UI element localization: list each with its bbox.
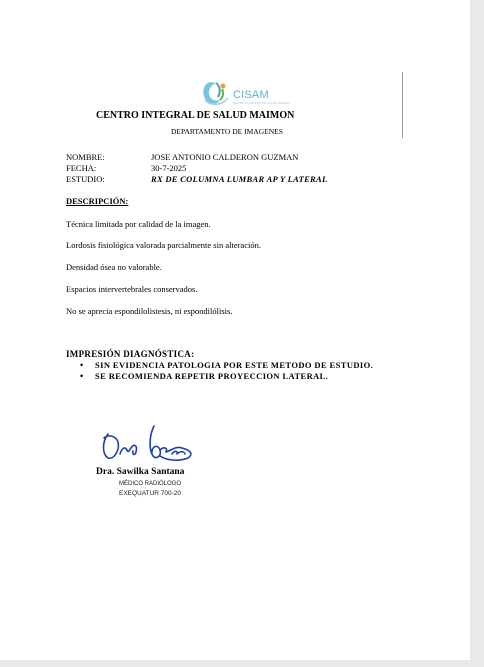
study-name: RX DE COLUMNA LUMBAR AP Y LATERAL bbox=[151, 174, 328, 184]
name-label: NOMBRE: bbox=[66, 152, 105, 162]
impression-heading: IMPRESIÓN DIAGNÓSTICA: bbox=[66, 349, 195, 359]
logo-wordmark: CISAM bbox=[233, 89, 269, 101]
date-label: FECHA: bbox=[66, 163, 97, 173]
description-line: No se aprecia espondilolistesis, ni espondilólisis. bbox=[66, 306, 233, 316]
impression-item: • SIN EVIDENCIA PATOLOGIA POR ESTE METODO DE ESTUDIO. bbox=[80, 360, 373, 371]
impression-list bbox=[80, 360, 373, 382]
study-date: 30-7-2025 bbox=[151, 163, 187, 173]
description-line: Técnica limitada por calidad de la imagen. bbox=[66, 219, 211, 229]
viewer-background bbox=[0, 660, 484, 667]
doctor-name: Dra. Sawilka Santana bbox=[96, 467, 185, 477]
handwritten-signature-icon bbox=[98, 420, 202, 466]
doctor-role: MÉDICO RADIÓLOGO bbox=[119, 481, 182, 487]
department-name: DEPARTAMENTO DE IMAGENES bbox=[171, 127, 283, 136]
vertical-scrollbar[interactable] bbox=[470, 0, 484, 667]
patient-name: JOSE ANTONIO CALDERON GUZMAN bbox=[151, 152, 299, 162]
description-line: Densidad ósea no valorable. bbox=[66, 262, 162, 272]
description-line: Espacios intervertebrales conservados. bbox=[66, 284, 198, 294]
center-name: CENTRO INTEGRAL DE SALUD MAIMON bbox=[96, 110, 295, 121]
doctor-exequatur: EXEQUATUR 700-20 bbox=[119, 490, 182, 497]
study-label: ESTUDIO: bbox=[66, 174, 105, 184]
header-divider bbox=[402, 72, 403, 138]
logo-subtext: CENTRO INTEGRAL DE SALUD MAIMON bbox=[233, 101, 291, 105]
description-line: Lordosis fisiológica valorada parcialmente sin alteración. bbox=[66, 240, 261, 250]
description-heading: DESCRIPCIÓN: bbox=[66, 196, 129, 206]
impression-item: • SE RECOMIENDA REPETIR PROYECCION LATERAL. bbox=[80, 371, 373, 382]
